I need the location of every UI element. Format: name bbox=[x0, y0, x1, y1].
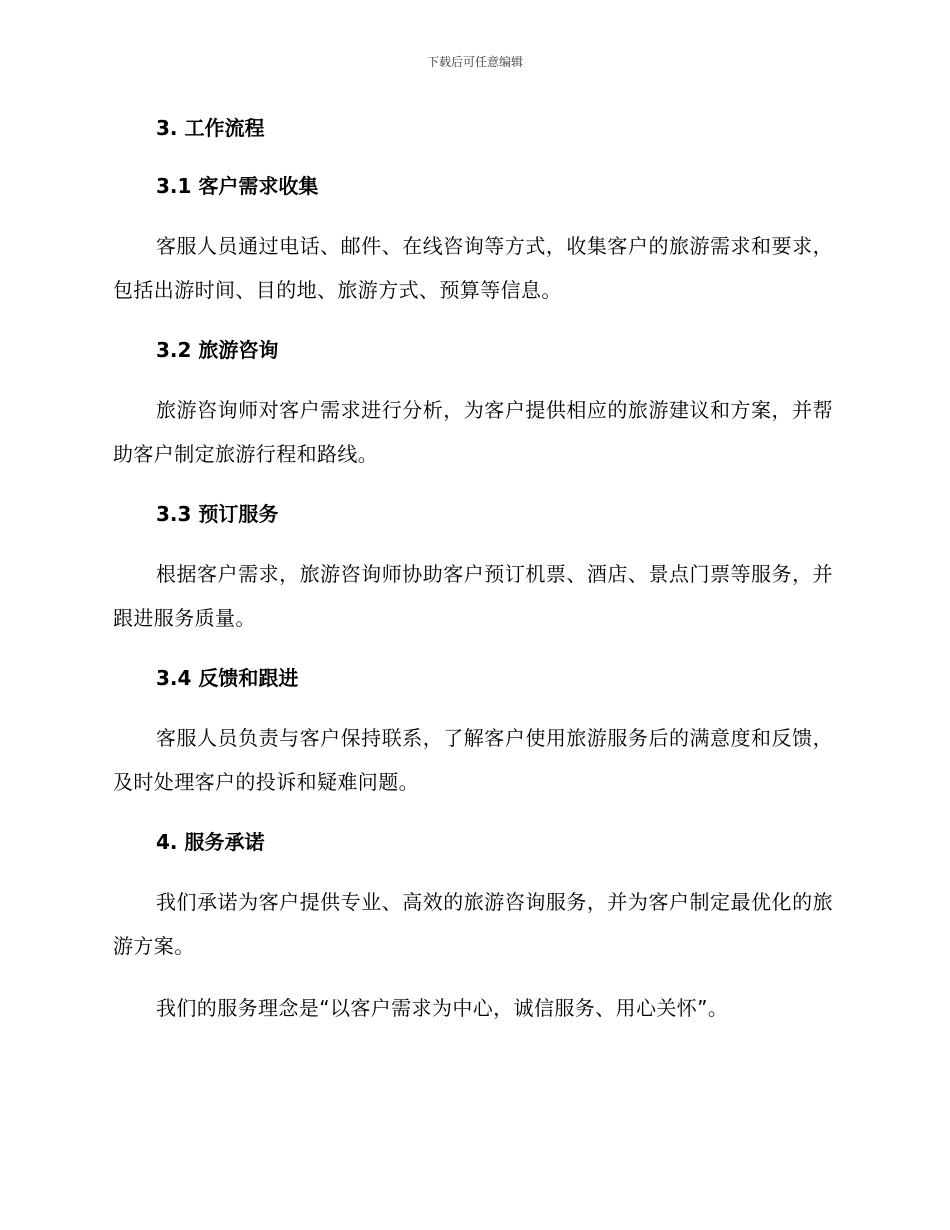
section-heading-3: 3. 工作流程 bbox=[156, 116, 265, 140]
paragraph-4-b: 我们的服务理念是“以客户需求为中心，诚信服务、用心关怀”。 bbox=[156, 996, 729, 1020]
section-heading-4: 4. 服务承诺 bbox=[156, 830, 265, 854]
section-heading-3-3: 3.3 预订服务 bbox=[156, 502, 279, 526]
header-note: 下载后可任意编辑 bbox=[426, 55, 523, 69]
paragraph-3-1: 客服人员通过电话、邮件、在线咨询等方式，收集客户的旅游需求和要求，包括出游时间、目的地、旅游方式、预算等信息。 bbox=[113, 234, 833, 302]
document-body bbox=[113, 108, 833, 1048]
paragraph-4-a: 我们承诺为客户提供专业、高效的旅游咨询服务，并为客户制定最优化的旅游方案。 bbox=[113, 890, 833, 958]
paragraph-3-3: 根据客户需求，旅游咨询师协助客户预订机票、酒店、景点门票等服务，并跟进服务质量。 bbox=[113, 562, 833, 630]
section-heading-3-2: 3.2 旅游咨询 bbox=[156, 338, 279, 362]
paragraph-3-4: 客服人员负责与客户保持联系，了解客户使用旅游服务后的满意度和反馈，及时处理客户的投诉和疑难问题。 bbox=[113, 726, 833, 794]
section-heading-3-4: 3.4 反馈和跟进 bbox=[156, 666, 299, 690]
section-heading-3-1: 3.1 客户需求收集 bbox=[156, 174, 319, 198]
paragraph-3-2: 旅游咨询师对客户需求进行分析，为客户提供相应的旅游建议和方案，并帮助客户制定旅游行程和路线。 bbox=[113, 398, 833, 466]
